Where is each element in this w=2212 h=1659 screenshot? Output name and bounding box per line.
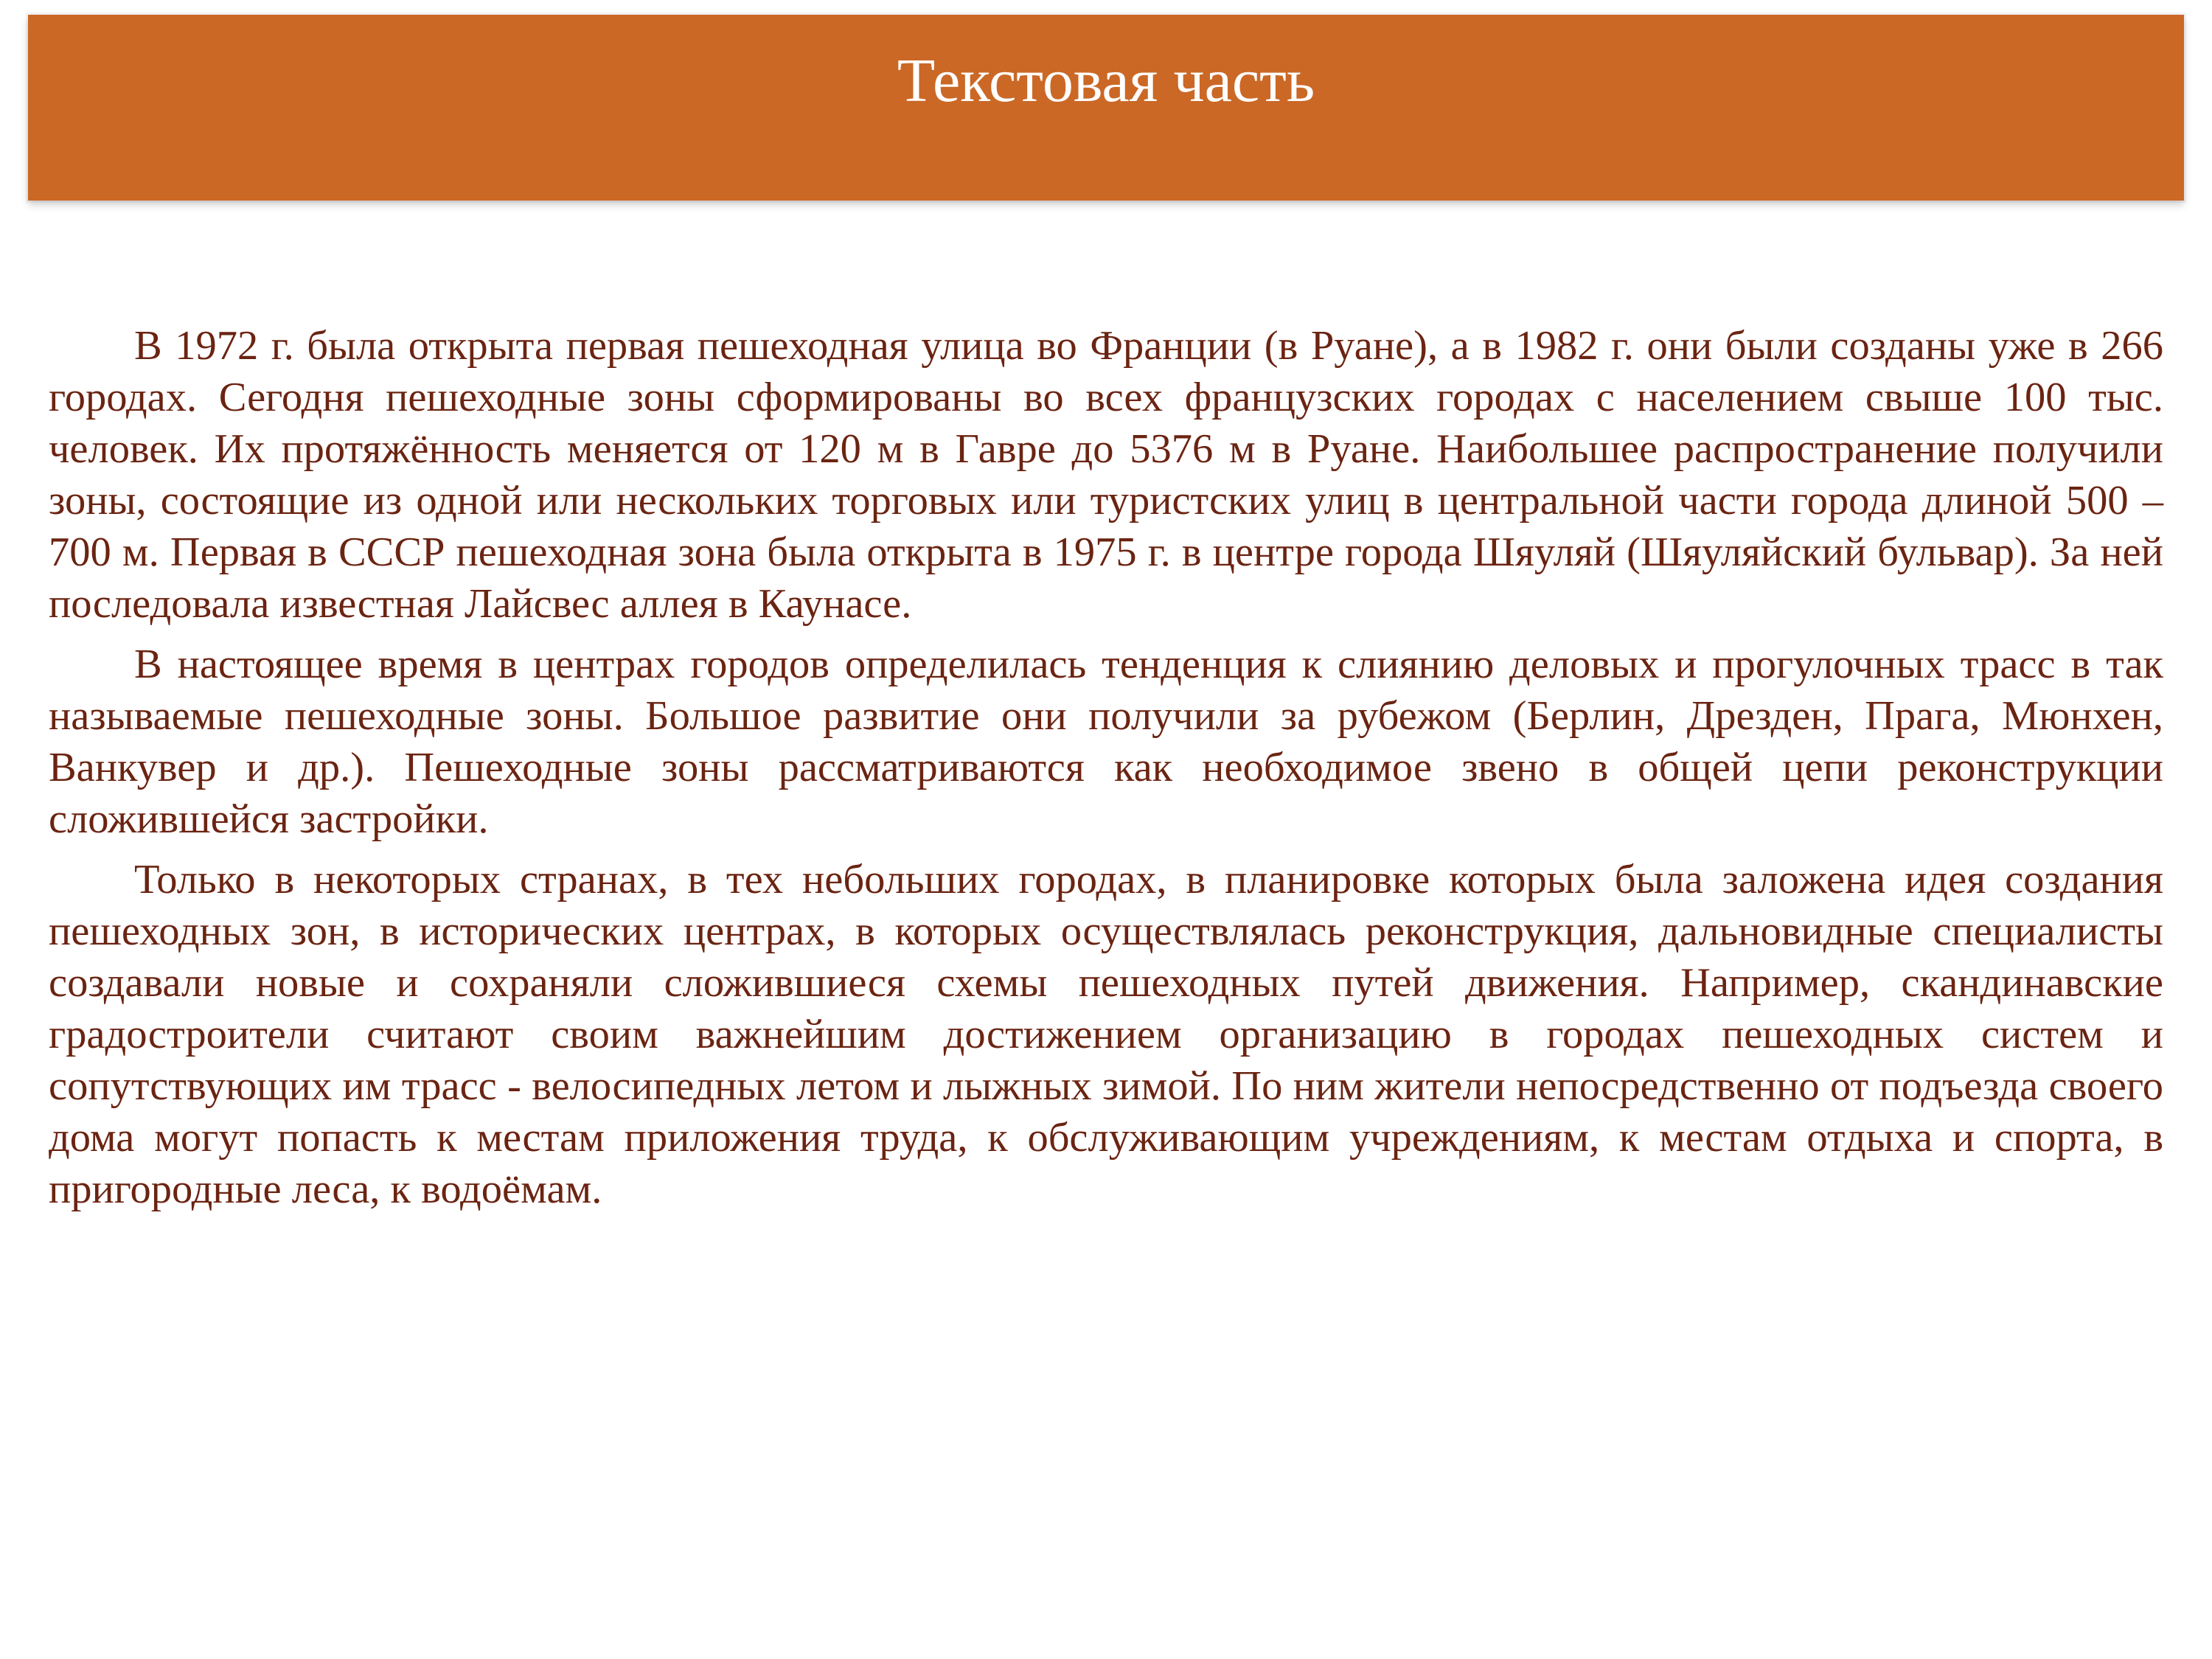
body-text — [49, 320, 2163, 1224]
title-bar — [28, 15, 2184, 201]
paragraph-3: Только в некоторых странах, в тех небольших городах, в планировке которых была заложена идея создания пешеходных зон, в исторических центрах, в которых осуществлялась реконструкция, дальновидные специалисты создавали новые и сохраняли сложившиеся схемы пешеходных путей движения. Например, скандинавские градостроители считают своим важнейшим достижением организацию в городах пешеходных систем и сопутствующих им трасс - велосипедных летом и лыжных зимой. По ним жители непосредственно от подъезда своего дома могут попасть к местам приложения труда, к обслуживающим учреждениям, к местам отдыха и спорта, в пригородные леса, к водоёмам. — [49, 857, 2163, 1212]
paragraph-1: В 1972 г. была открыта первая пешеходная улица во Франции (в Руане), а в 1982 г. они были созданы уже в 266 городах. Сегодня пешеходные зоны сформированы во всех французских городах с населением свыше 100 тыс. человек. Их протяжённость меняется от 120 м в Гавре до 5376 м в Руане. Наибольшее распространение получили зоны, состоящие из одной или нескольких торговых или туристских улиц в центральной части города длиной 500 – 700 м. Первая в СССР пешеходная зона была открыта в 1975 г. в центре города Шяуляй (Шяуляйский бульвар). За ней последовала известная Лайсвес аллея в Каунасе. — [49, 323, 2163, 627]
paragraph-2: В настоящее время в центрах городов определилась тенденция к слиянию деловых и прогулочных трасс в так называемые пешеходные зоны. Большое развитие они получили за рубежом (Берлин, Дрезден, Прага, Мюнхен, Ванкувер и др.). Пешеходные зоны рассматриваются как необходимое звено в общей цепи реконструкции сложившейся застройки. — [49, 641, 2163, 842]
slide-title: Текстовая часть — [897, 46, 1315, 115]
